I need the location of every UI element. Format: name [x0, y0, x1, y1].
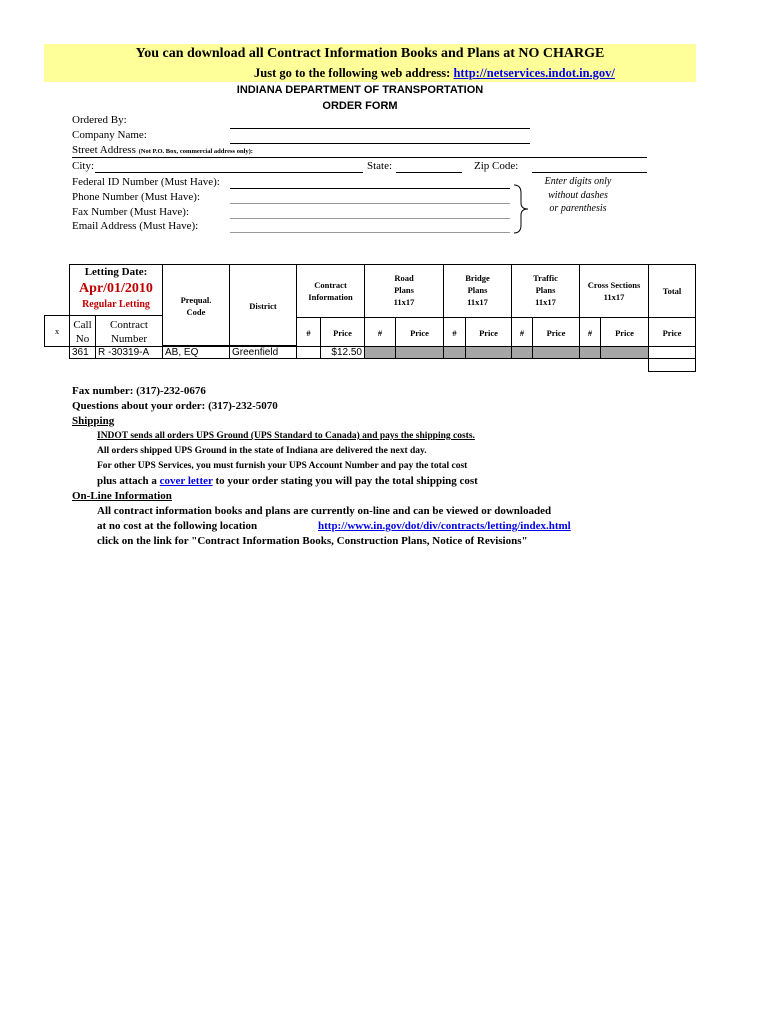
- bridge-line1: Bridge: [465, 273, 490, 283]
- state-label: State:: [367, 160, 393, 172]
- total-price: Price: [662, 328, 682, 338]
- cover-letter-link[interactable]: cover letter: [159, 475, 213, 487]
- road-plans-header: [364, 264, 444, 318]
- online-line-2: at no cost at the following location: [97, 520, 258, 532]
- download-banner: [44, 44, 696, 82]
- zip-label: Zip Code:: [474, 160, 519, 172]
- banner-line2: [254, 66, 615, 81]
- zip-field[interactable]: [532, 172, 647, 173]
- row-ci-qty[interactable]: [296, 346, 321, 359]
- ci-hash: #: [306, 328, 311, 338]
- road-line2: Plans: [394, 285, 414, 295]
- road-plans-label: [365, 272, 443, 308]
- digits-note: [523, 175, 633, 216]
- call-no-line2: No: [75, 333, 90, 345]
- ordered-by-field[interactable]: [230, 128, 530, 129]
- shipping-line-2: All orders shipped UPS Ground in the state of Indiana are delivered the next day.: [97, 446, 427, 456]
- bridge-price: Price: [479, 328, 498, 338]
- city-field[interactable]: [95, 172, 363, 173]
- grand-total-cell: [648, 358, 696, 372]
- street-address-field[interactable]: [72, 157, 647, 158]
- traffic-line3: 11x17: [535, 297, 556, 307]
- cross-hash: #: [587, 328, 593, 338]
- contract-info-label: [297, 279, 364, 303]
- bridge-price-header: [465, 317, 512, 347]
- cross-hash-header: [579, 317, 601, 347]
- shipping-line-1: INDOT sends all orders UPS Ground (UPS Standard to Canada) and pays the shipping costs.: [97, 431, 475, 441]
- state-field[interactable]: [396, 172, 462, 173]
- questions-phone: Questions about your order: (317)-232-5070: [72, 400, 278, 412]
- cross-price-header: [600, 317, 649, 347]
- row-cross-qty[interactable]: [579, 346, 601, 359]
- row-road-qty[interactable]: [364, 346, 396, 359]
- call-no-header: [69, 315, 96, 347]
- traffic-plans-header: [511, 264, 580, 318]
- attach-prefix: plus attach a: [97, 475, 160, 487]
- banner-line2-prefix: Just go to the following web address:: [254, 66, 454, 80]
- prequal-line1: Prequal.: [180, 295, 212, 305]
- letting-label: Letting Date:: [84, 266, 148, 278]
- row-road-price: [395, 346, 444, 359]
- letting-cell: [69, 264, 163, 316]
- online-line-3: click on the link for "Contract Information Books, Construction Plans, Notice of Revisions": [97, 535, 528, 547]
- road-line1: Road: [394, 273, 414, 283]
- contract-number-header: [95, 315, 163, 347]
- cross-price: Price: [615, 328, 634, 338]
- street-address-label: [72, 144, 253, 156]
- email-field[interactable]: [230, 232, 510, 233]
- total-price-header: [648, 317, 696, 347]
- online-line-1: All contract information books and plans are currently on-line and can be viewed or downloaded: [97, 505, 552, 517]
- street-address-note: (Not P.O. Box, commercial address only):: [138, 148, 253, 155]
- road-price-header: [395, 317, 444, 347]
- agency-title: INDIANA DEPARTMENT OF TRANSPORTATION: [236, 84, 484, 96]
- row-bridge-price: [465, 346, 512, 359]
- contract-info-line1: Contract: [314, 280, 347, 290]
- contract-number-line2: Number: [110, 333, 148, 345]
- contract-info-header: [296, 264, 365, 318]
- banner-line1: You can download all Contract Information Books and Plans at NO CHARGE: [135, 46, 605, 61]
- x-mark: x: [54, 326, 60, 336]
- ci-hash-header: [296, 317, 321, 347]
- row-cross-price: [600, 346, 649, 359]
- shipping-heading: Shipping: [72, 415, 115, 427]
- bridge-hash: #: [452, 328, 457, 338]
- road-hash-header: [364, 317, 396, 347]
- traffic-plans-label: [512, 272, 579, 308]
- attach-cover-letter: [97, 475, 478, 487]
- shipping-line-3: For other UPS Services, you must furnish your UPS Account Number and pay the total cost: [97, 461, 468, 471]
- ci-price: Price: [333, 328, 352, 338]
- letting-date: Apr/01/2010: [79, 281, 153, 296]
- total-label: Total: [662, 286, 682, 296]
- cross-line2: 11x17: [603, 292, 625, 302]
- email-label: Email Address (Must Have):: [72, 220, 199, 232]
- x-cell: [44, 315, 70, 347]
- bridge-line2: Plans: [467, 285, 488, 295]
- traffic-line2: Plans: [535, 285, 556, 295]
- road-line3: 11x17: [393, 297, 415, 307]
- traffic-hash-header: [511, 317, 533, 347]
- traffic-line1: Traffic: [533, 273, 558, 283]
- city-label: City:: [72, 160, 95, 172]
- federal-id-field[interactable]: [230, 188, 510, 189]
- contract-number-label: [96, 318, 162, 346]
- bridge-line3: 11x17: [467, 297, 488, 307]
- row-ci-price: $12.50: [320, 346, 365, 359]
- fax-label: Fax Number (Must Have):: [72, 206, 190, 218]
- prequal-line2: Code: [186, 307, 206, 317]
- call-no-line1: Call: [73, 319, 92, 331]
- road-price: Price: [410, 328, 429, 338]
- letting-type: Regular Letting: [82, 299, 150, 310]
- traffic-hash: #: [519, 328, 525, 338]
- row-call-no[interactable]: 361: [69, 346, 96, 359]
- fax-number: Fax number: (317)-232-0676: [72, 385, 206, 397]
- row-bridge-qty[interactable]: [443, 346, 466, 359]
- ci-price-header: [320, 317, 365, 347]
- call-no-label: [70, 318, 95, 346]
- cross-line1: Cross Sections: [587, 280, 641, 290]
- traffic-price: Price: [546, 328, 566, 338]
- district-label: District: [249, 301, 277, 311]
- bridge-plans-header: [443, 264, 512, 318]
- cross-sections-label: [580, 279, 648, 303]
- company-name-field[interactable]: [230, 143, 530, 144]
- phone-field[interactable]: [230, 203, 510, 204]
- row-traffic-qty[interactable]: [511, 346, 533, 359]
- total-header: [648, 264, 696, 318]
- road-hash: #: [377, 328, 383, 338]
- form-title: ORDER FORM: [322, 100, 398, 112]
- district-header: [229, 264, 297, 346]
- prequal-label: [163, 294, 229, 318]
- letting-index-link[interactable]: http://www.in.gov/dot/div/contracts/letting/index.html: [318, 520, 571, 532]
- digits-note-line3: or parenthesis: [549, 203, 607, 214]
- traffic-price-header: [532, 317, 580, 347]
- contract-info-line2: Information: [308, 292, 353, 302]
- prequal-header: [162, 264, 230, 346]
- street-address-text: Street Address: [72, 144, 136, 156]
- cross-sections-header: [579, 264, 649, 318]
- online-heading: On-Line Information: [72, 490, 172, 502]
- fax-field[interactable]: [230, 218, 510, 219]
- netservices-link[interactable]: http://netservices.indot.in.gov/: [453, 66, 615, 80]
- bridge-hash-header: [443, 317, 466, 347]
- row-traffic-price: [532, 346, 580, 359]
- digits-note-line1: Enter digits only: [544, 176, 612, 187]
- contract-number-line1: Contract: [110, 319, 148, 331]
- bridge-plans-label: [444, 272, 511, 308]
- federal-id-label: Federal ID Number (Must Have):: [72, 176, 220, 188]
- row-prequal: AB, EQ: [162, 346, 230, 359]
- row-contract-number[interactable]: R -30319-A: [95, 346, 163, 359]
- company-name-label: Company Name:: [72, 129, 147, 141]
- ordered-by-label: Ordered By:: [72, 114, 127, 126]
- row-district: Greenfield: [229, 346, 297, 359]
- attach-suffix: to your order stating you will pay the total shipping cost: [212, 475, 478, 487]
- phone-label: Phone Number (Must Have):: [72, 191, 201, 203]
- digits-note-line2: without dashes: [548, 189, 608, 201]
